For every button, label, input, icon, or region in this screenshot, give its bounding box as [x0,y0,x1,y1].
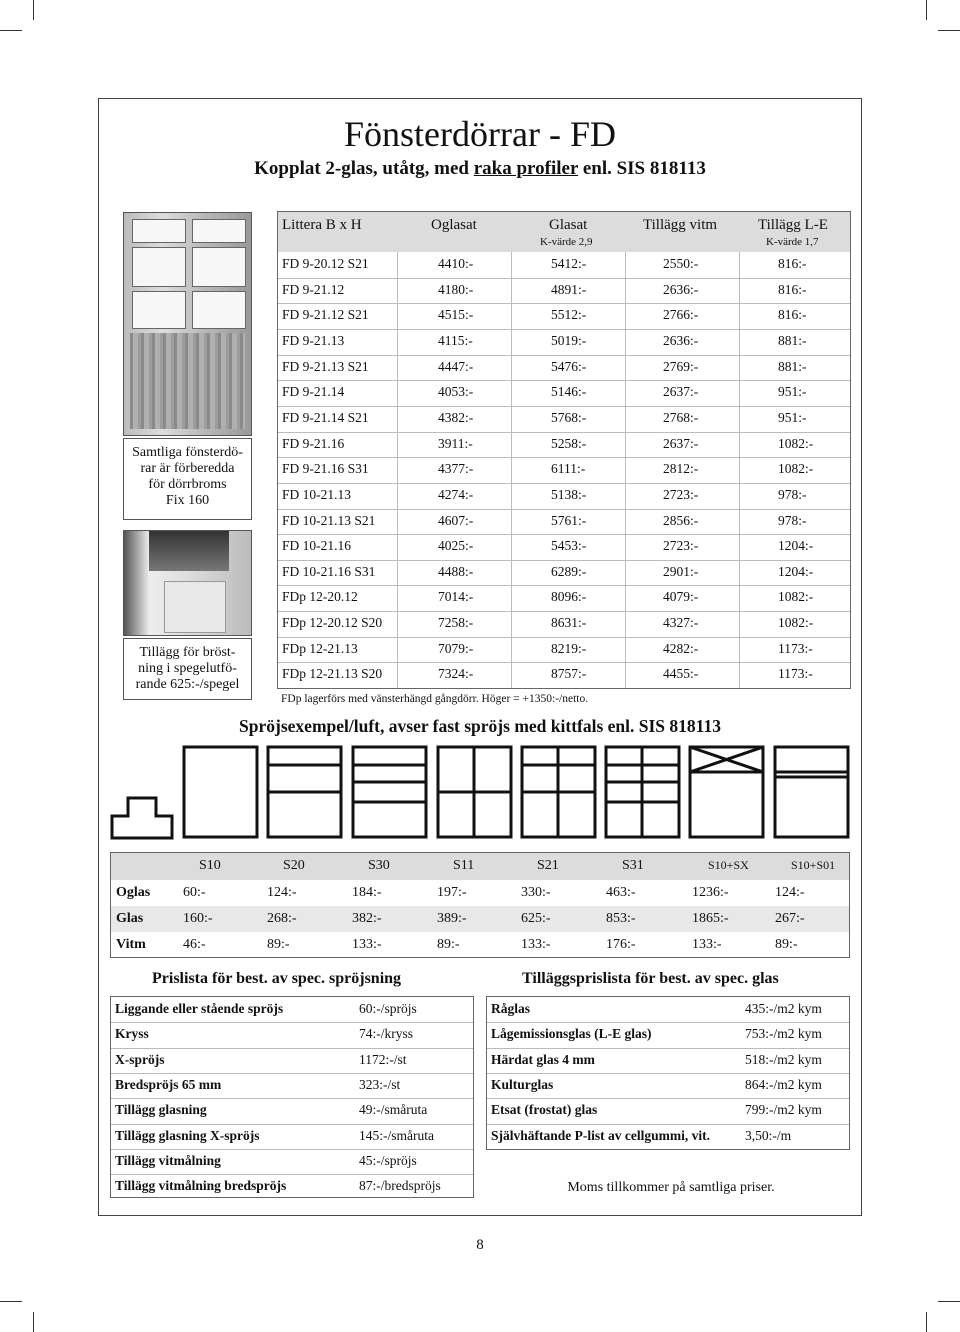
crop-mark [33,0,34,20]
price-cell: 881:- [778,358,807,374]
table-header [278,212,850,252]
model-cell: FDp 12-20.12 S20 [282,615,383,631]
price-cell: 4488:- [438,563,474,579]
price-cell: 978:- [778,512,807,528]
item-name: Råglas [491,1001,531,1016]
price-cell: 89:- [775,937,798,952]
price-cell: 816:- [778,307,807,323]
price-cell: 2766:- [663,307,699,323]
item-price: 74:-/kryss [359,1026,413,1042]
crop-mark [938,1301,960,1302]
price-cell: 4282:- [663,640,699,656]
price-cell: 6289:- [551,563,587,579]
price-cell: 3911:- [438,435,473,451]
section-heading: Spröjsexempel/luft, avser fast spröjs med kittfals enl. SIS 818113 [239,716,721,736]
price-cell: 133:- [352,937,382,952]
item-name: Kryss [115,1026,149,1042]
table-row [278,637,850,663]
price-cell: 4327:- [663,615,699,631]
col-subheader: K-värde 2,9 [540,236,593,248]
col-header: S10+SX [708,858,749,872]
row-divider [487,1098,849,1099]
row-divider [111,1048,473,1049]
row-divider [111,1098,473,1099]
col-header: S31 [622,858,644,873]
price-cell: 7258:- [438,615,474,631]
list-item [111,1149,473,1174]
price-cell: 7014:- [438,589,474,605]
col-header: Oglasat [431,217,477,233]
row-divider [487,1073,849,1074]
row-divider [278,483,850,484]
table-row [278,329,850,355]
price-cell: 2856:- [663,512,699,528]
item-price: 1172:-/st [359,1051,407,1067]
row-divider [278,457,850,458]
row-divider [278,509,850,510]
list-item [111,1098,473,1123]
price-cell: 4410:- [438,256,474,271]
price-cell: 978:- [778,486,807,502]
price-cell: 1082:- [778,589,814,605]
price-cell: 268:- [267,911,297,926]
price-cell: 853:- [606,911,636,926]
table-row [278,278,850,304]
price-cell: 5476:- [551,358,587,374]
crop-mark [938,30,960,31]
item-price: 49:-/småruta [359,1102,428,1118]
crop-mark [0,1301,22,1302]
price-cell: 4079:- [663,589,699,605]
row-divider [278,329,850,330]
price-cell: 4455:- [663,666,699,682]
item-price: 3,50:-/m [745,1127,792,1143]
col-header: S21 [537,858,559,873]
table-row [278,534,850,560]
price-cell: 5258:- [551,435,587,451]
item-price: 518:-/m2 kym [745,1051,822,1067]
door-photo-bottom [123,530,252,636]
model-cell: FD 10-21.13 S21 [282,512,376,528]
note-line: rar är förberedda [140,461,235,476]
price-cell: 5019:- [551,332,587,348]
diagram-s10 [184,747,257,837]
col-header: Tillägg L-E [758,217,828,233]
row-divider [278,585,850,586]
model-cell: FD 9-21.13 S21 [282,358,369,374]
table-row [278,457,850,483]
row-divider [487,1022,849,1023]
col-header: S30 [368,858,390,873]
model-cell: FDp 12-21.13 [282,640,358,656]
item-name: Härdat glas 4 mm [491,1051,595,1067]
col-header: S20 [283,858,305,873]
price-cell: 389:- [437,911,467,926]
vat-note: Moms tillkommer på samtliga priser. [567,1180,775,1195]
table-row [278,483,850,509]
price-cell: 5453:- [551,538,587,554]
col-header: Tillägg vitm [643,217,718,233]
muntin-price-table [110,852,850,958]
table-row [278,355,850,381]
door-photo-top [123,212,252,436]
price-cell: 5512:- [551,307,587,323]
model-cell: FDp 12-20.12 [282,589,358,605]
table-row [278,560,850,586]
model-cell: FD 9-21.12 S21 [282,307,369,323]
price-cell: 1173:- [778,666,813,682]
table-row [278,380,850,406]
model-cell: FD 10-21.16 [282,538,352,554]
price-cell: 2723:- [663,486,699,502]
list-item [111,1124,473,1149]
price-cell: 816:- [778,281,807,297]
model-cell: FDp 12-21.13 S20 [282,666,383,682]
price-cell: 4515:- [438,307,474,323]
subtitle-part: Kopplat 2-glas, utåtg, med [254,158,474,179]
price-cell: 5412:- [551,256,587,271]
item-name: Tillägg glasning X-spröjs [115,1127,260,1143]
list-item [111,997,473,1022]
price-cell: 160:- [183,911,213,926]
note-line: Fix 160 [165,493,210,508]
list-item [111,1073,473,1098]
price-cell: 5768:- [551,409,587,425]
col-subheader: K-värde 1,7 [766,236,819,248]
list-item [111,1022,473,1047]
price-cell: 4053:- [438,384,474,400]
price-cell: 2636:- [663,281,699,297]
list-item [487,1022,849,1047]
col-divider [511,252,512,688]
page-number: 8 [476,1237,484,1253]
table-note: FDp lagerförs med vänsterhängd gångdörr. Höger = +1350:-/netto. [281,693,589,705]
item-name: Självhäftande P-list av cellgummi, vit. [491,1127,710,1143]
item-price: 435:-/m2 kym [745,1001,822,1016]
price-cell: 2550:- [663,256,699,271]
subtitle-part: enl. SIS 818113 [578,158,706,179]
price-cell: 2901:- [663,563,699,579]
price-cell: 1236:- [692,885,729,900]
price-cell: 133:- [692,937,722,952]
row-divider [278,662,850,663]
crop-mark [926,0,927,20]
price-cell: 2723:- [663,538,699,554]
price-cell: 5761:- [551,512,587,528]
item-name: Kulturglas [491,1076,554,1092]
price-cell: 8631:- [551,615,587,631]
price-cell: 7079:- [438,640,474,656]
page-title: Fönsterdörrar - FD [344,114,616,154]
price-cell: 1082:- [778,435,814,451]
crop-mark [33,1312,34,1332]
row-divider [111,1073,473,1074]
table-row [278,585,850,611]
table-row [111,906,849,932]
price-cell: 4607:- [438,512,474,528]
table-row [278,432,850,458]
price-cell: 5146:- [551,384,587,400]
list-item [487,1098,849,1123]
model-cell: FD 9-21.12 [282,281,345,297]
price-cell: 46:- [183,937,206,952]
note-line: Tillägg för bröst- [139,645,236,660]
price-cell: 2769:- [663,358,699,374]
price-cell: 4180:- [438,281,474,297]
row-divider [278,611,850,612]
price-cell: 2636:- [663,332,699,348]
price-cell: 4891:- [551,281,587,297]
row-divider [278,406,850,407]
col-header: Littera B x H [282,217,362,233]
price-cell: 2637:- [663,435,699,451]
price-cell: 5138:- [551,486,587,502]
price-list-heading: Prislista för best. av spec. spröjsning [152,970,402,987]
price-cell: 382:- [352,911,382,926]
price-cell: 89:- [267,937,290,952]
row-label: Glas [116,911,144,926]
col-header: S11 [453,858,475,873]
price-cell: 463:- [606,885,636,900]
crop-mark [0,30,22,31]
table-row [278,252,850,278]
table-row [111,880,849,906]
price-cell: 881:- [778,332,807,348]
price-cell: 4115:- [438,332,473,348]
price-cell: 4447:- [438,358,474,374]
price-cell: 8757:- [551,666,587,682]
price-cell: 1173:- [778,640,813,656]
row-divider [278,303,850,304]
row-divider [111,1124,473,1125]
list-item [487,1048,849,1073]
table-row [278,662,850,688]
list-item [487,1124,849,1149]
col-header: S10 [199,858,221,873]
model-cell: FD 10-21.16 S31 [282,563,376,579]
item-name: Liggande eller stående spröjs [115,1001,284,1016]
list-item [487,997,849,1022]
price-cell: 4377:- [438,461,474,477]
item-price: 45:-/spröjs [359,1152,417,1168]
row-divider [278,432,850,433]
list-item [111,1174,473,1199]
col-header: S10+S01 [791,858,836,872]
muntin-diagrams [108,742,854,844]
row-divider [278,278,850,279]
price-cell: 176:- [606,937,636,952]
list-item [487,1073,849,1098]
col-header: Glasat [549,217,588,233]
price-cell: 124:- [775,885,805,900]
page-subtitle [0,158,960,180]
price-cell: 1865:- [692,911,729,926]
glass-price-list-heading: Tilläggsprislista för best. av spec. glas [522,970,779,987]
price-cell: 625:- [521,911,551,926]
note-panel-addition [123,638,252,700]
item-price: 145:-/småruta [359,1127,434,1143]
note-line: Samtliga fönsterdö- [132,445,243,460]
price-cell: 4274:- [438,486,474,502]
table-header [111,853,849,880]
table-row [278,406,850,432]
diagram-profile [112,798,172,838]
item-price: 799:-/m2 kym [745,1102,822,1118]
row-divider [278,637,850,638]
item-price: 864:-/m2 kym [745,1076,822,1092]
subtitle-underlined: raka profiler [473,158,579,179]
item-name: Tillägg vitmålning bredspröjs [115,1178,287,1194]
price-cell: 2637:- [663,384,699,400]
item-name: Tillägg glasning [115,1102,207,1118]
price-cell: 89:- [437,937,460,952]
row-divider [111,1022,473,1023]
door-price-table [277,211,851,689]
table-row [278,611,850,637]
note-line: för dörrbroms [148,477,227,492]
price-cell: 267:- [775,911,805,926]
row-divider [487,1048,849,1049]
note-door-brake [123,438,252,520]
price-cell: 816:- [778,256,807,271]
table-row [278,303,850,329]
price-cell: 6111:- [551,461,586,477]
item-price: 753:-/m2 kym [745,1026,822,1042]
price-cell: 4025:- [438,538,474,554]
price-cell: 8096:- [551,589,587,605]
row-divider [278,355,850,356]
row-divider [111,1174,473,1175]
price-cell: 1204:- [778,538,814,554]
price-cell: 124:- [267,885,297,900]
price-cell: 1082:- [778,615,814,631]
col-divider [397,252,398,688]
price-cell: 1082:- [778,461,814,477]
model-cell: FD 9-21.14 [282,384,345,400]
col-divider [739,252,740,688]
row-divider [278,380,850,381]
model-cell: FD 9-20.12 S21 [282,256,369,271]
row-divider [278,560,850,561]
table-row [278,509,850,535]
price-cell: 951:- [778,384,807,400]
diagram-s30 [353,747,426,837]
muntin-spec-price-list [110,996,474,1198]
item-name: Lågemissionsglas (L-E glas) [491,1026,652,1042]
crop-mark [926,1312,927,1332]
price-cell: 1204:- [778,563,814,579]
model-cell: FD 9-21.16 [282,435,345,451]
price-cell: 4382:- [438,409,474,425]
item-name: Etsat (frostat) glas [491,1102,598,1118]
list-item [111,1048,473,1073]
price-cell: 330:- [521,885,551,900]
row-label: Vitm [116,937,146,952]
item-name: Tillägg vitmålning [115,1152,221,1168]
diagram-s10-s01 [775,747,848,837]
table-row [111,932,849,958]
item-price: 60:-/spröjs [359,1001,417,1016]
item-name: X-spröjs [115,1051,165,1067]
col-divider [625,252,626,688]
price-cell: 60:- [183,885,206,900]
note-line: rande 625:-/spegel [135,677,240,692]
price-cell: 7324:- [438,666,474,682]
price-cell: 197:- [437,885,467,900]
item-price: 87:-/bredspröjs [359,1178,441,1194]
row-divider [278,534,850,535]
note-line: ning i spegelutfö- [138,661,237,676]
row-divider [111,1149,473,1150]
price-cell: 8219:- [551,640,587,656]
price-cell: 184:- [352,885,382,900]
item-name: Bredspröjs 65 mm [115,1076,222,1092]
row-label: Oglas [116,885,151,900]
price-cell: 133:- [521,937,551,952]
model-cell: FD 9-21.16 S31 [282,461,369,477]
row-divider [487,1124,849,1125]
model-cell: FD 10-21.13 [282,486,352,502]
price-cell: 951:- [778,409,807,425]
price-cell: 2768:- [663,409,699,425]
glass-spec-price-list [486,996,850,1150]
model-cell: FD 9-21.14 S21 [282,409,369,425]
price-cell: 2812:- [663,461,699,477]
model-cell: FD 9-21.13 [282,332,345,348]
item-price: 323:-/st [359,1076,401,1092]
